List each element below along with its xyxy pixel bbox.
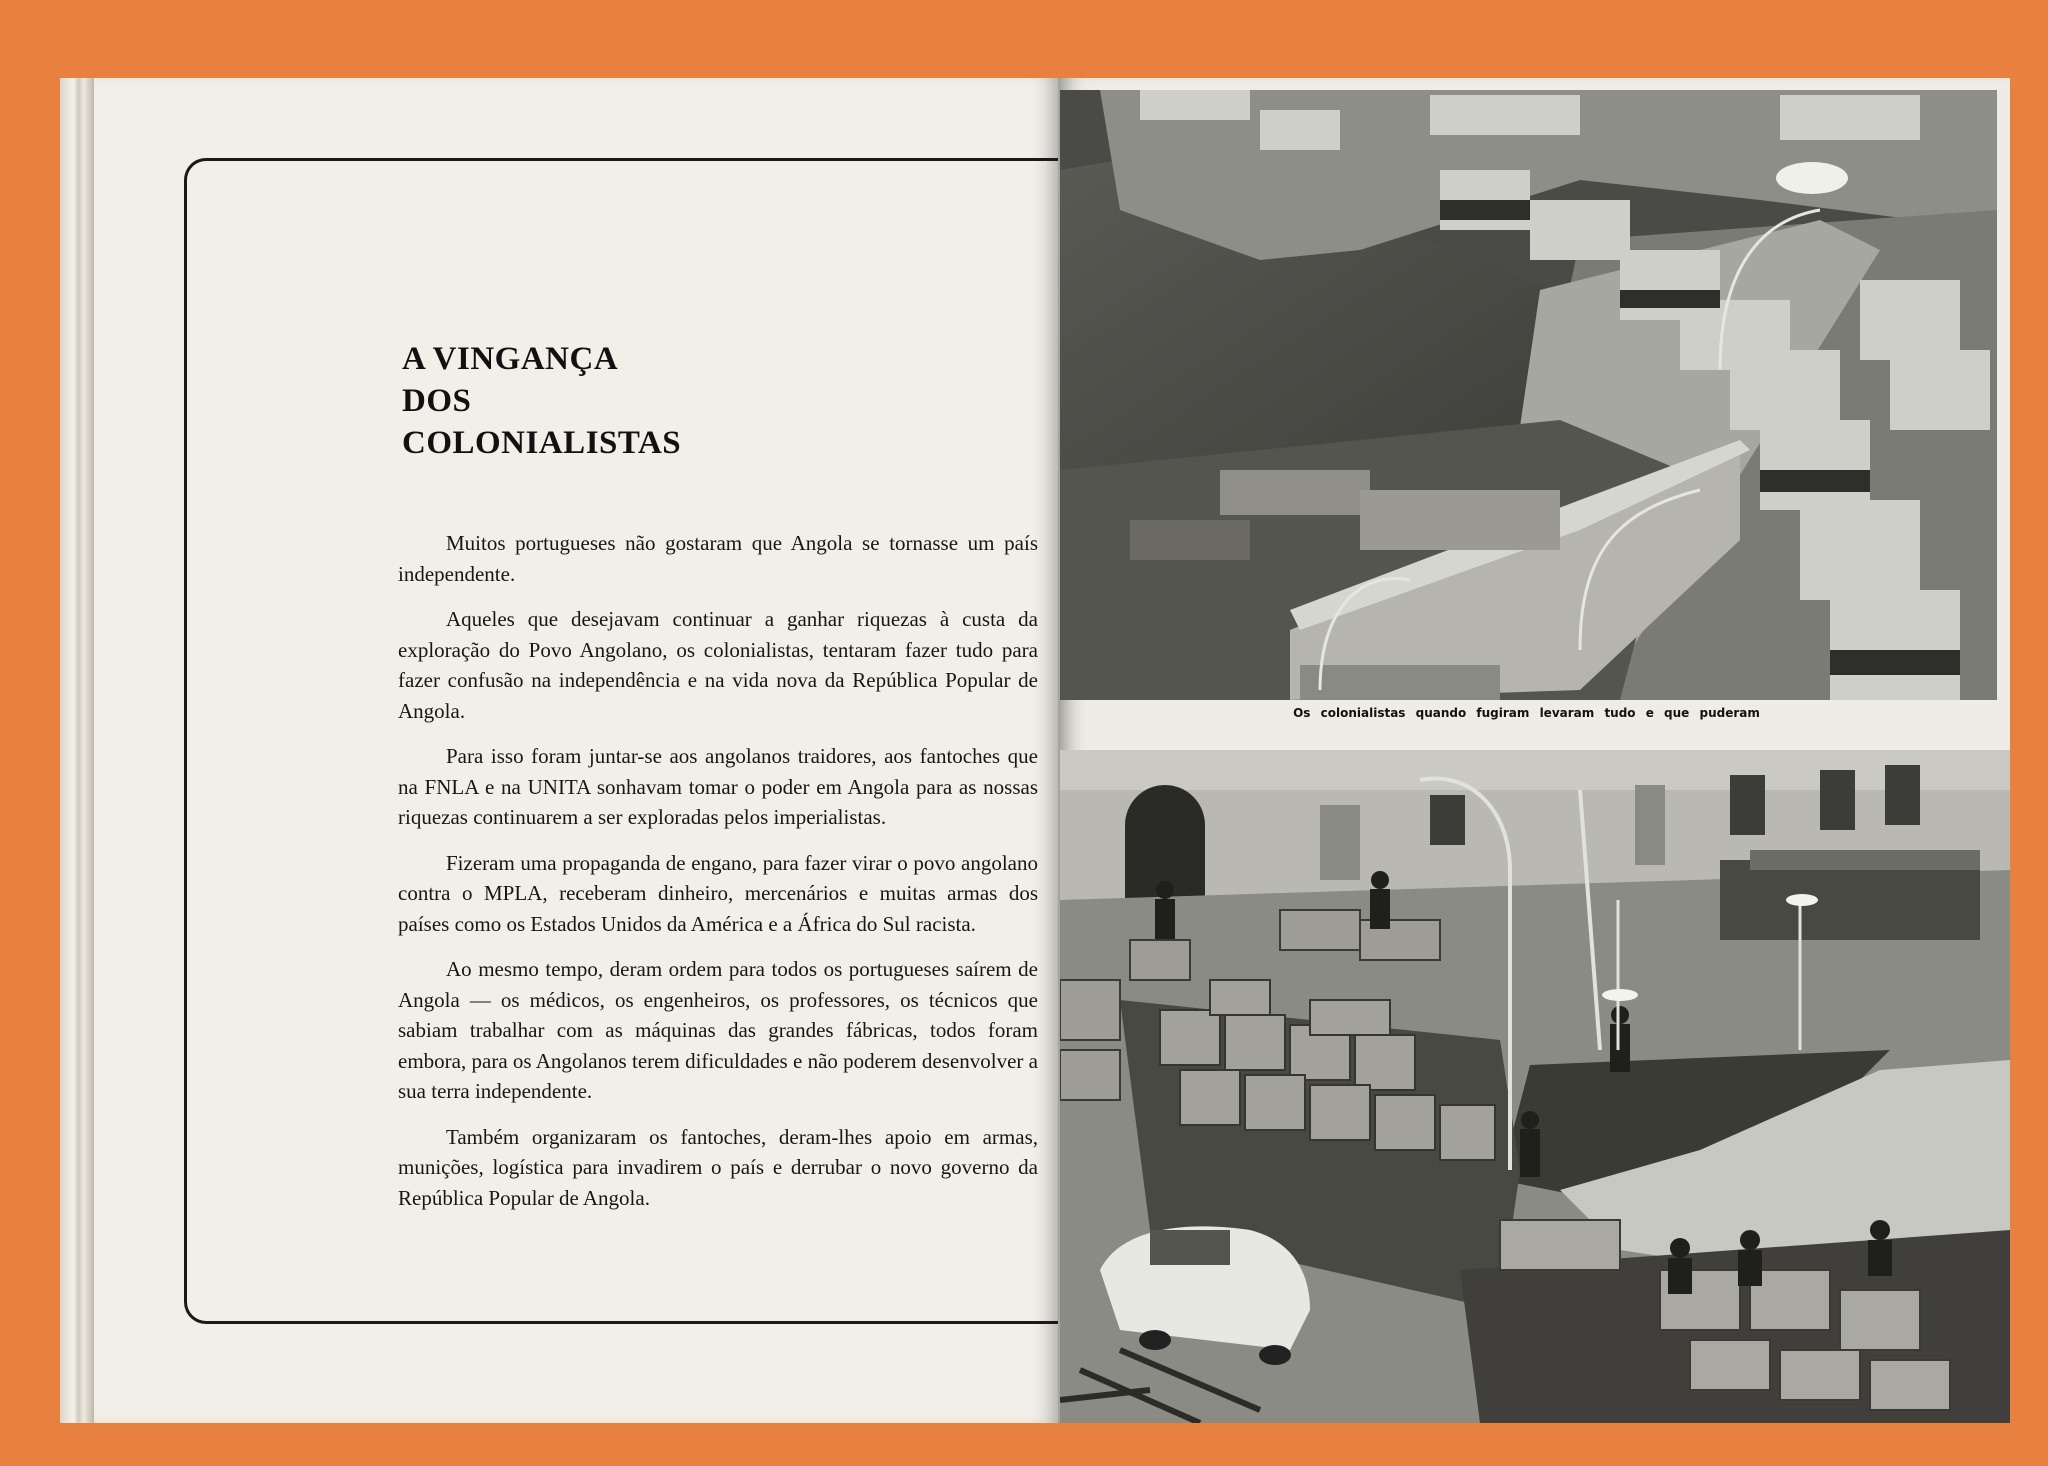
title-line: DOS	[402, 383, 472, 419]
paragraph: Muitos portugueses não gostaram que Angola se tornasse um país independente.	[398, 531, 1038, 586]
paragraph: Fizeram uma propaganda de engano, para fazer virar o povo angolano contra o MPLA, receberam dinheiro, mercenários e muitas armas dos países como os Estados Unidos da América e a África do Sul racista.	[398, 850, 1038, 936]
paragraph: Também organizaram os fantoches, deram-lhes apoio em armas, munições, logística para invadirem o país e derrubar o novo governo da República Popular de Angola.	[398, 1124, 1038, 1210]
left-page	[60, 78, 1058, 1423]
paragraph: Para isso foram juntar-se aos angolanos traidores, aos fantoches que na FNLA e na UNITA sonhavam tomar o poder em Angola para as nossas riquezas continuarem a ser exploradas pelos imperialistas.	[398, 744, 1038, 829]
page-edge-stack	[60, 78, 94, 1423]
paragraph: Aqueles que desejavam continuar a ganhar riquezas à custa da exploração do Povo Angolano, os colonialistas, tentaram fazer tudo para fazer confusão na independência e na vida nova da República Popular de Angola.	[398, 607, 1038, 723]
open-booklet	[60, 78, 2010, 1423]
article-body	[398, 528, 1038, 1228]
title-line: COLONIALISTAS	[402, 425, 682, 461]
title-line: A VINGANÇA	[402, 341, 619, 377]
article-title	[402, 338, 681, 464]
photo-caption: Os colonialistas quando fugiram levaram tudo e que puderam	[1293, 706, 1760, 720]
paragraph: Ao mesmo tempo, deram ordem para todos os portugueses saírem de Angola — os médicos, os engenheiros, os professores, os técnicos que sabiam trabalhar com as máquinas das grandes fábricas, todos foram embora, para os Angolanos terem dificuldades e não poderem desenvolver a sua terra independente.	[398, 957, 1038, 1103]
photo-truck-queue	[1060, 90, 1997, 700]
right-page	[1058, 78, 2010, 1423]
photo-loaded-trucks	[1060, 750, 2010, 1423]
